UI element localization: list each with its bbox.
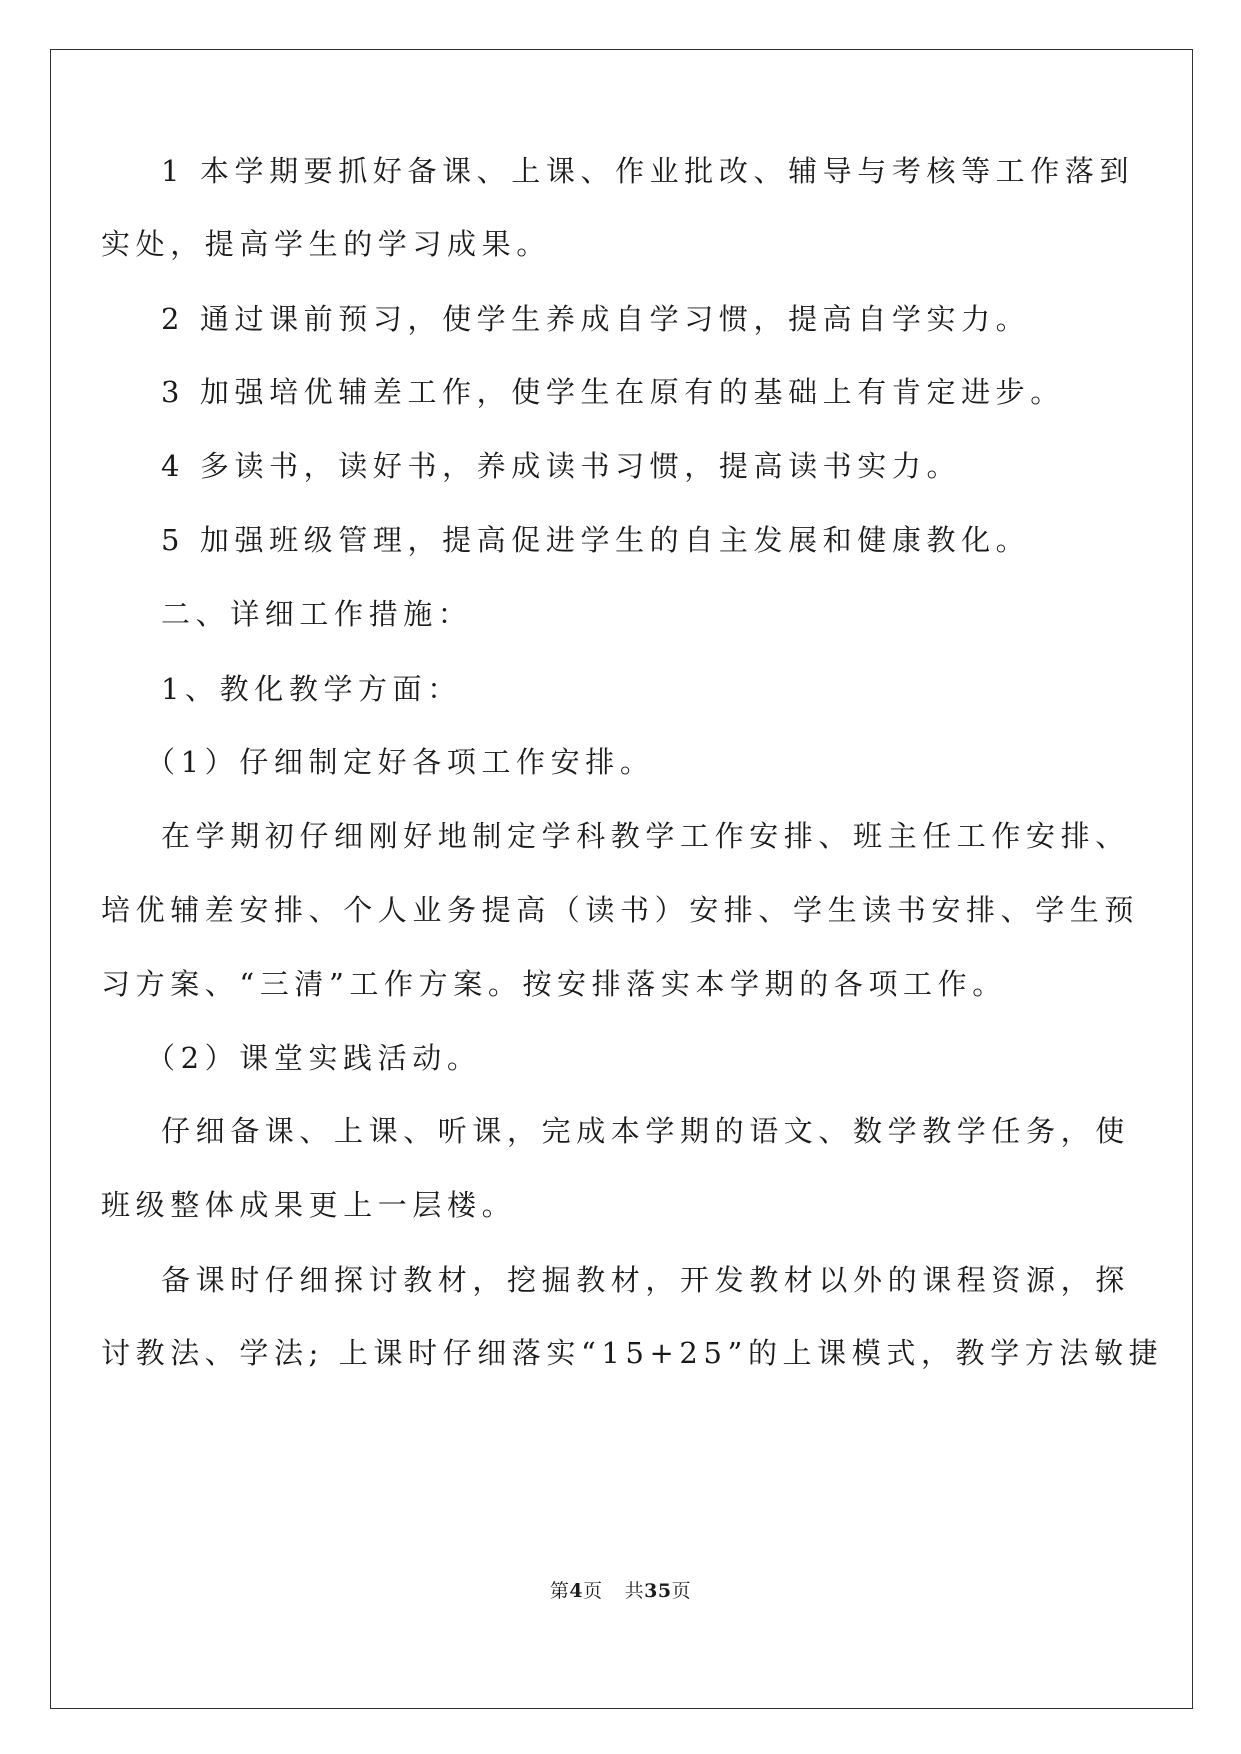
current-page-number: 4 <box>569 1580 584 1602</box>
total-prefix: 共 <box>624 1580 645 1602</box>
item-1-body-line-1: 在学期初仔细刚好地制定学科教学工作安排、班主任工作安排、 <box>161 819 1130 853</box>
item-1-body-line-3: 习方案、“三清”工作方案。按安排落实本学期的各项工作。 <box>101 967 1007 1001</box>
goal-1-line-2: 实处，提高学生的学习成果。 <box>101 227 551 261</box>
subsection-heading: 1、教化教学方面： <box>161 672 462 706</box>
goal-5: 5 加强班级管理，提高促进学生的自主发展和健康教化。 <box>161 523 1031 557</box>
page-footer <box>0 1576 1241 1603</box>
item-2-heading: （2）课堂实践活动。 <box>146 1041 482 1075</box>
page-suffix: 页 <box>583 1580 603 1602</box>
goal-4: 4 多读书，读好书，养成读书习惯，提高读书实力。 <box>161 449 962 483</box>
page-prefix: 第 <box>549 1580 570 1602</box>
goal-2: 2 通过课前预习，使学生养成自学习惯，提高自学实力。 <box>161 302 1031 336</box>
goal-1-line-1: 1 本学期要抓好备课、上课、作业批改、辅导与考核等工作落到 <box>161 154 1135 188</box>
total-suffix: 页 <box>671 1580 692 1602</box>
item-1-heading: （1）仔细制定好各项工作安排。 <box>146 745 655 779</box>
item-2-body-line-2: 班级整体成果更上一层楼。 <box>101 1188 517 1222</box>
goal-3: 3 加强培优辅差工作，使学生在原有的基础上有肯定进步。 <box>161 375 1065 409</box>
lesson-prep-line-2: 讨教法、学法; 上课时仔细落实“15+25”的上课模式，教学方法敏捷 <box>101 1336 1164 1370</box>
section-heading: 二、详细工作措施： <box>161 597 473 631</box>
item-1-body-line-2: 培优辅差安排、个人业务提高（读书）安排、学生读书安排、学生预 <box>101 893 1140 927</box>
total-page-count: 35 <box>644 1580 672 1602</box>
page-border <box>50 49 1193 1709</box>
item-2-body-line-1: 仔细备课、上课、听课，完成本学期的语文、数学教学任务，使 <box>161 1114 1130 1148</box>
lesson-prep-line-1: 备课时仔细探讨教材，挖掘教材，开发教材以外的课程资源，探 <box>161 1263 1130 1297</box>
